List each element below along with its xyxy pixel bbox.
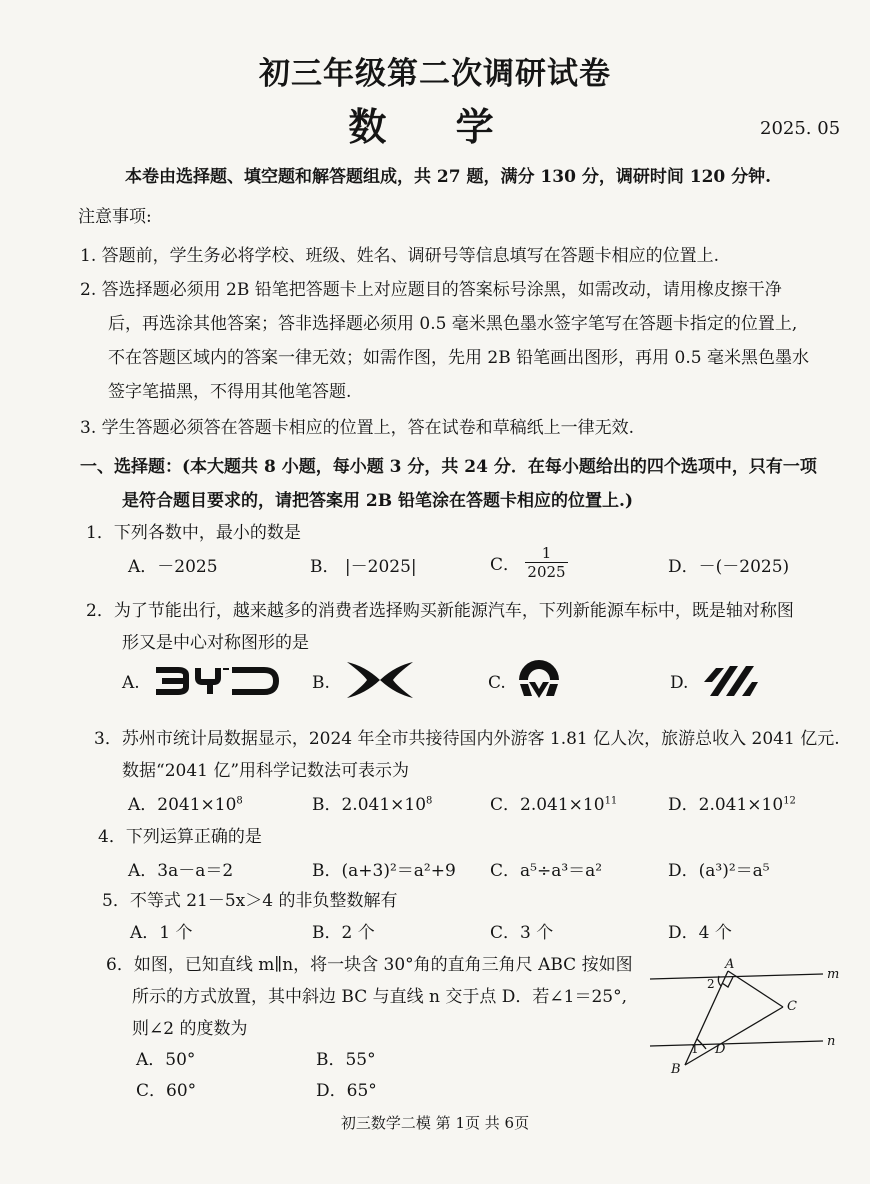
nio-logo-icon (516, 658, 562, 700)
q3-stem-line2: 数据“2041 亿”用科学记数法可表示为 (122, 761, 410, 781)
q3-option-b-exp: 8 (426, 795, 433, 807)
q2-stem-line1: 2．为了节能出行，越来越多的消费者选择购买新能源汽车，下列新能源车标中，既是轴对称图 (86, 601, 794, 621)
q1-option-c-label: C． (490, 555, 521, 575)
section1-heading-line2: 是符合题目要求的，请把答案用 2B 铅笔涂在答题卡相应的位置上.) (122, 491, 633, 511)
q3-option-d (668, 790, 796, 815)
q5-stem: 5．不等式 21－5x＞4 的非负整数解有 (102, 891, 398, 911)
q6-option-d: D．65° (316, 1081, 377, 1101)
q4-stem: 4．下列运算正确的是 (98, 827, 262, 847)
q4-option-a: A．3a－a＝2 (128, 861, 234, 881)
q4-option-d: D．(a³)²＝a⁵ (668, 861, 770, 881)
q3-option-c-base: C．2.041×10 (490, 795, 605, 815)
page-footer: 初三数学二模 第 1页 共 6页 (340, 1114, 530, 1132)
q1-option-c (490, 544, 568, 581)
fraction-denominator: 2025 (527, 563, 566, 581)
q6-option-a: A．50° (136, 1050, 196, 1070)
q6-option-b: B．55° (316, 1050, 376, 1070)
fraction-numerator: 1 (525, 544, 567, 563)
q3-option-b-base: B．2.041×10 (312, 795, 427, 815)
q6-stem-line1: 6．如图，已知直线 m∥n，将一块含 30°角的直角三角尺 ABC 按如图 (106, 955, 633, 975)
q6-option-c: C．60° (136, 1081, 197, 1101)
label-a: A (725, 957, 735, 972)
note-1: 1. 答题前，学生务必将学校、班级、姓名、调研号等信息填写在答题卡相应的位置上. (80, 246, 720, 266)
label-b: B (671, 1062, 681, 1077)
label-n: n (827, 1034, 836, 1049)
q5-option-d: D．4 个 (668, 923, 732, 943)
q5-option-c: C．3 个 (490, 923, 554, 943)
q1-stem: 1．下列各数中，最小的数是 (86, 523, 301, 543)
exam-date: 2025. 05 (760, 118, 841, 139)
q5-option-a: A．1 个 (130, 923, 193, 943)
q3-option-d-exp: 12 (783, 795, 796, 807)
notes-heading: 注意事项: (78, 207, 152, 227)
note-2-line3: 不在答题区域内的答案一律无效；如需作图，先用 2B 铅笔画出图形，再用 0.5 毫米黑色墨水 (108, 348, 809, 368)
label-m: m (827, 967, 840, 982)
byd-logo-icon (152, 664, 280, 698)
note-2-line1: 2. 答选择题必须用 2B 铅笔把答题卡上对应题目的答案标号涂黑，如需改动，请用橡皮擦干净 (80, 280, 782, 300)
label-angle-2: 2 (707, 977, 715, 991)
q4-option-b: B．(a+3)²＝a²+9 (312, 861, 456, 881)
q3-option-c-exp: 11 (604, 795, 618, 807)
q2-option-d-label: D. (670, 673, 689, 693)
q1-option-b: B． |－2025| (310, 557, 417, 577)
label-angle-1: 1 (691, 1042, 699, 1056)
q2-option-c-label: C. (488, 673, 506, 693)
exam-title: 初三年级第二次调研试卷 (259, 56, 611, 92)
stripes-logo-icon (700, 660, 760, 700)
q3-stem-line1: 3．苏州市统计局数据显示，2024 年全市共接待国内外游客 1.81 亿人次，旅游总收入 2041 亿元. (94, 729, 840, 749)
q1-option-c-fraction (525, 544, 567, 581)
q2-option-b-label: B. (312, 673, 330, 693)
xpeng-logo-icon (345, 660, 415, 700)
q2-option-a-label: A. (122, 673, 140, 693)
line-n (650, 1041, 823, 1046)
subject-title: 数 学 (348, 104, 522, 149)
label-c: C (787, 999, 797, 1014)
q1-option-a: A．－2025 (128, 557, 218, 577)
note-2-line2: 后，再选涂其他答案；答非选择题必须用 0.5 毫米黑色墨水签字笔写在答题卡指定的位置上, (108, 314, 798, 334)
q6-figure (645, 955, 845, 1080)
side-bc (685, 1007, 783, 1065)
q6-stem-line3: 则∠2 的度数为 (132, 1019, 248, 1039)
q3-option-a-exp: 8 (236, 795, 243, 807)
q3-option-a (128, 790, 243, 815)
note-3: 3. 学生答题必须答在答题卡相应的位置上，答在试卷和草稿纸上一律无效. (80, 418, 635, 438)
q3-option-a-base: A．2041×10 (128, 795, 237, 815)
note-2-line4: 签字笔描黑，不得用其他笔答题. (108, 382, 352, 402)
q3-option-c (490, 790, 617, 815)
exam-intro: 本卷由选择题、填空题和解答题组成，共 27 题，满分 130 分，调研时间 120 分钟. (125, 167, 772, 187)
q3-option-d-base: D．2.041×10 (668, 795, 784, 815)
q5-option-b: B．2 个 (312, 923, 375, 943)
q1-option-d: D．－(－2025) (668, 557, 790, 577)
q2-stem-line2: 形又是中心对称图形的是 (122, 633, 309, 653)
label-d: D (715, 1042, 726, 1057)
section1-heading-line1: 一、选择题：(本大题共 8 小题，每小题 3 分，共 24 分．在每小题给出的四个选项中，只有一项 (80, 457, 817, 477)
q6-stem-line2: 所示的方式放置，其中斜边 BC 与直线 n 交于点 D．若∠1＝25°, (132, 987, 628, 1007)
q3-option-b (312, 790, 432, 815)
q4-option-c: C．a⁵÷a³＝a² (490, 861, 603, 881)
